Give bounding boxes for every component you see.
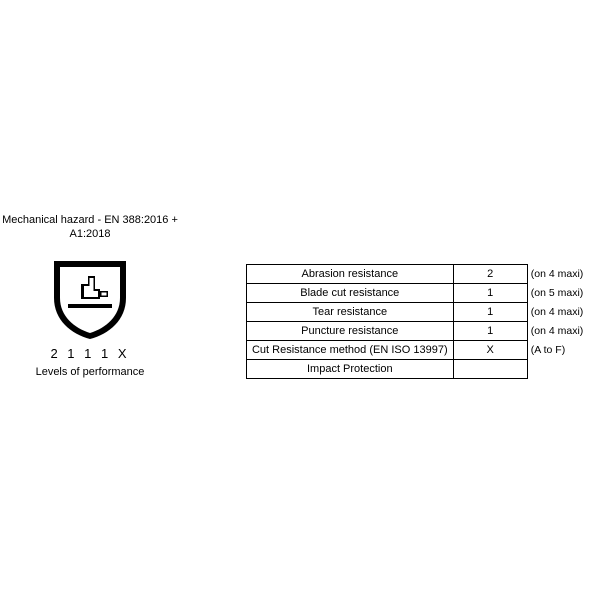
max-cell: (on 4 maxi) — [530, 267, 584, 280]
hazard-title-line1: Mechanical hazard - EN 388:2016 + — [2, 214, 178, 226]
max-cell: (on 4 maxi) — [530, 324, 584, 337]
max-cell: (on 4 maxi) — [530, 305, 584, 318]
table-row — [247, 341, 600, 360]
ratings-table — [246, 264, 600, 379]
levels-label: Levels of performance — [35, 366, 145, 378]
value-cell: X — [453, 341, 527, 360]
property-cell: Impact Protection — [247, 360, 454, 379]
max-cell: (A to F) — [530, 343, 566, 356]
max-cell — [527, 360, 599, 379]
hazard-title-line2: A1:2018 — [69, 228, 111, 240]
table-row — [247, 284, 600, 303]
property-cell: Puncture resistance — [247, 322, 454, 341]
value-cell: 2 — [453, 265, 527, 284]
value-cell: 1 — [453, 303, 527, 322]
table-row — [247, 265, 600, 284]
table-row — [247, 303, 600, 322]
value-cell: 1 — [453, 284, 527, 303]
hazard-title — [0, 213, 180, 241]
performance-code: 2 1 1 1 X — [50, 346, 130, 361]
max-cell: (on 5 maxi) — [530, 286, 584, 299]
value-cell — [453, 360, 527, 379]
table-row — [247, 322, 600, 341]
value-cell: 1 — [453, 322, 527, 341]
property-cell: Blade cut resistance — [247, 284, 454, 303]
table-row — [247, 360, 600, 379]
mechanical-hazard-shield-icon — [51, 258, 129, 342]
hazard-panel — [0, 213, 180, 379]
property-cell: Tear resistance — [247, 303, 454, 322]
property-cell: Abrasion resistance — [247, 265, 454, 284]
property-cell: Cut Resistance method (EN ISO 13997) — [247, 341, 454, 360]
